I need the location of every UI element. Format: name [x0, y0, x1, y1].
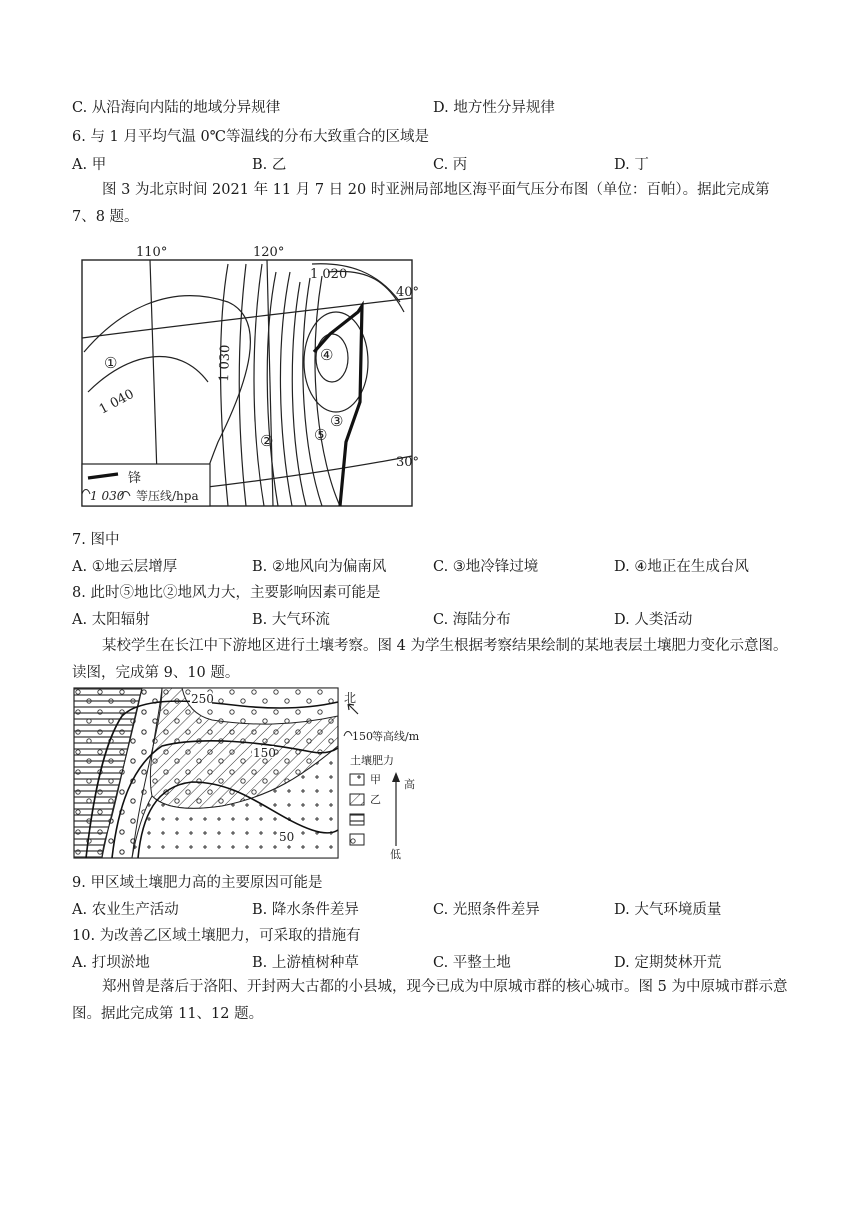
arrow-label-low: 低 — [390, 848, 401, 860]
q8-option-d: D. 人类活动 — [614, 612, 693, 628]
intro-questions-9-10: 某校学生在长江中下游地区进行土壤考察。图 4 为学生根据考察结果绘制的某地表层土壤肥力变化示意图。读图，完成第 9、10 题。 — [72, 638, 788, 681]
lat-label-30: 30° — [396, 455, 420, 470]
intro-questions-11-12: 郑州曾是落后于洛阳、开封两大古都的小县城，现今已成为中原城市群的核心城市。图 5 为中原城市群示意图。据此完成第 11、12 题。 — [72, 979, 788, 1022]
q7-option-d: D. ④地正在生成台风 — [614, 559, 749, 575]
point-5: ⑤ — [314, 426, 328, 444]
q9-option-a: A. 农业生产活动 — [72, 902, 179, 918]
isobar — [267, 272, 278, 506]
q9-stem: 9. 甲区域土壤肥力高的主要原因可能是 — [72, 875, 323, 891]
q6-option-a: A. 甲 — [72, 157, 107, 173]
q10-option-c: C. 平整土地 — [433, 955, 511, 971]
lon-label-110: 110° — [136, 245, 168, 260]
contour-label-150: 150 — [253, 746, 276, 760]
point-3: ③ — [330, 412, 344, 430]
q8-option-c: C. 海陆分布 — [433, 612, 511, 628]
isobar-label-1020: 1 020 — [310, 267, 348, 282]
legend-contour-text: 等高线/m — [372, 730, 420, 743]
intro-questions-7-8: 图 3 为北京时间 2021 年 11 月 7 日 20 时亚洲局部地区海平面气压分布图（单位：百帕）。据此完成第 7、8 题。 — [72, 182, 770, 225]
north-mark: 北 — [344, 691, 357, 705]
contour-label-250: 250 — [191, 692, 214, 706]
q7-option-a: A. ①地云层增厚 — [72, 559, 178, 575]
figure-4-soil-fertility-map — [72, 686, 424, 860]
point-4: ④ — [320, 346, 334, 364]
figure-3-pressure-map — [78, 242, 423, 510]
lon-label-120: 120° — [253, 245, 285, 260]
q6-stem: 6. 与 1 月平均气温 0℃等温线的分布大致重合的区域是 — [72, 129, 429, 145]
q10-option-a: A. 打坝淤地 — [72, 955, 150, 971]
q6-option-d: D. 丁 — [614, 157, 649, 173]
q10-option-b: B. 上游植树种草 — [252, 955, 359, 971]
q5-option-c: C. 从沿海向内陆的地域分异规律 — [72, 100, 281, 116]
q8-option-a: A. 太阳辐射 — [72, 612, 150, 628]
legend-item-jia: 甲 — [370, 773, 381, 786]
lat-label-40: 40° — [396, 285, 420, 300]
legend-isobar-value: 1 030 — [90, 489, 125, 503]
contour-label-50: 50 — [279, 830, 295, 844]
isobar — [254, 264, 264, 506]
q7-option-c: C. ③地冷锋过境 — [433, 559, 539, 575]
q7-option-b: B. ②地风向为偏南风 — [252, 559, 387, 575]
q9-option-c: C. 光照条件差异 — [433, 902, 540, 918]
point-2: ② — [260, 432, 274, 450]
q10-stem: 10. 为改善乙区域土壤肥力，可采取的措施有 — [72, 928, 361, 944]
q7-stem: 7. 图中 — [72, 532, 120, 548]
fertility-arrow-icon — [392, 772, 400, 782]
isobar — [280, 272, 292, 506]
isobar-closed — [304, 312, 368, 412]
q9-option-b: B. 降水条件差异 — [252, 902, 359, 918]
legend-item-yi: 乙 — [370, 793, 381, 806]
isobar-label-1040: 1 040 — [96, 386, 137, 418]
point-1: ① — [104, 354, 118, 372]
q8-option-b: B. 大气环流 — [252, 612, 330, 628]
legend-front-label: 锋 — [128, 471, 142, 486]
legend-contour-value: 150 — [352, 730, 373, 743]
arrow-label-high: 高 — [404, 778, 415, 791]
q9-option-d: D. 大气环境质量 — [614, 902, 722, 918]
q6-option-b: B. 乙 — [252, 157, 287, 173]
legend-isobar-text: 等压线/hpa — [136, 489, 199, 503]
legend-title: 土壤肥力 — [350, 754, 394, 767]
q8-stem: 8. 此时⑤地比②地风力大，主要影响因素可能是 — [72, 585, 381, 601]
q10-option-d: D. 定期焚林开荒 — [614, 955, 722, 971]
isobar-label-1030: 1 030 — [217, 344, 234, 383]
q6-option-c: C. 丙 — [433, 157, 468, 173]
north-arrow-icon — [348, 704, 358, 714]
q5-option-d: D. 地方性分异规律 — [433, 100, 555, 116]
